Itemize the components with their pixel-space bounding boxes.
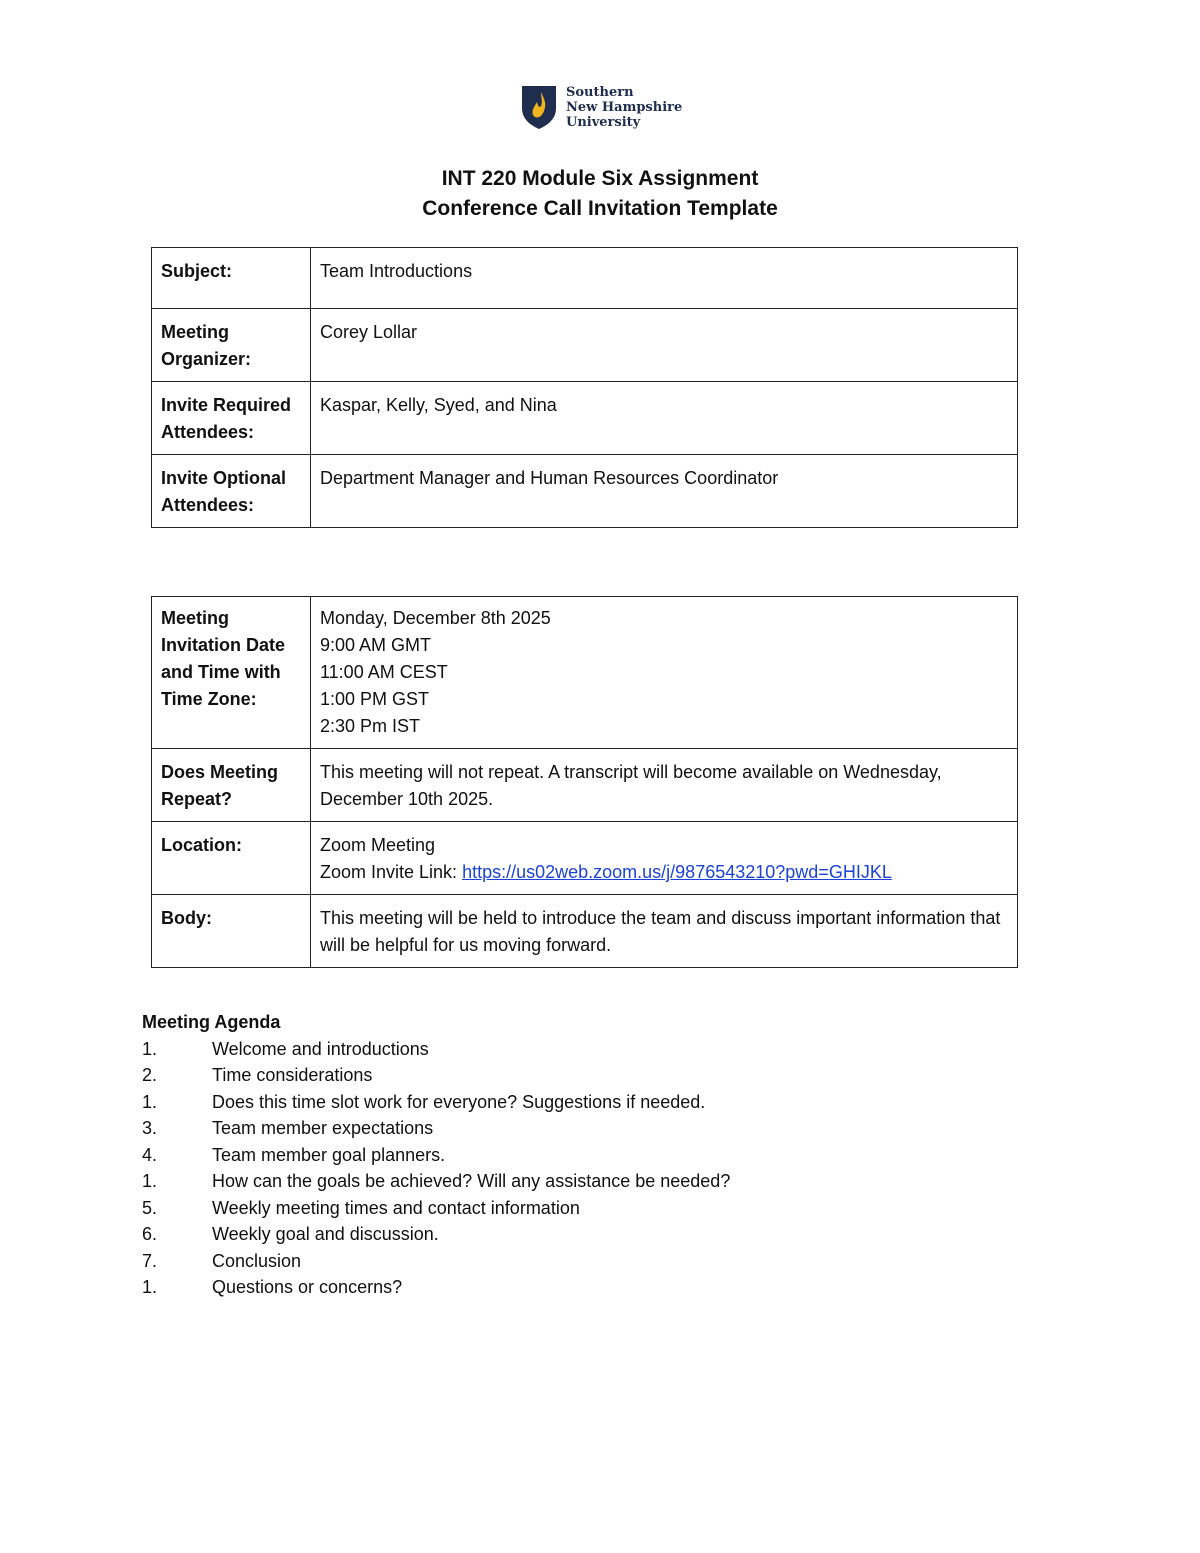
item-number: 2. [142,1065,158,1085]
time-gst: 1:00 PM GST [320,689,430,709]
shield-flame-icon [520,84,558,130]
item-text: Conclusion [212,1250,302,1271]
invitation-basics-table [151,247,1018,528]
item-number: 4. [142,1144,158,1165]
item-text: Team member goal planners. [212,1144,446,1165]
time-gmt: 9:00 AM GMT [320,635,432,655]
invite-link-prefix: Zoom Invite Link: [320,862,463,882]
table-row [152,749,1018,822]
sub-list-item [142,1274,1042,1301]
list-item [142,1062,1042,1089]
list-item [142,1115,1042,1142]
item-text: Team member expectations [212,1118,434,1138]
location-platform: Zoom Meeting [320,835,436,855]
sub-list-item [142,1168,1042,1195]
meeting-details-table [151,596,1018,968]
item-text: Weekly goal and discussion. [212,1224,439,1244]
table-row [152,382,1018,455]
location-label: Location: [152,822,311,895]
organizer-label: Meeting Organizer: [152,309,311,382]
item-number: 5. [142,1197,158,1218]
logo-wordmark [566,85,682,130]
subject-value: Team Introductions [311,248,1018,309]
list-item [142,1195,1042,1222]
item-number: 6. [142,1224,158,1244]
optional-attendees-label: Invite Optional Attendees: [152,455,311,528]
required-attendees-value: Kaspar, Kelly, Syed, and Nina [311,382,1018,455]
item-text: How can the goals be achieved? Will any assistance be needed? [212,1171,731,1191]
logo-line-1: Southern [566,84,634,100]
title-line-1: INT 220 Module Six Assignment [441,167,759,190]
item-number: 1. [142,1091,158,1112]
item-number: 1. [142,1038,158,1059]
table-row [152,455,1018,528]
item-number: 7. [142,1250,158,1271]
body-label: Body: [152,895,311,968]
repeat-label: Does Meeting Repeat? [152,749,311,822]
table-row [152,248,1018,309]
table-row [152,309,1018,382]
item-number: 1. [142,1277,158,1297]
logo-line-2: New Hampshire [566,99,683,115]
location-value [311,822,1018,895]
time-cest: 11:00 AM CEST [320,662,448,682]
table-row [152,822,1018,895]
agenda-title: Meeting Agenda [142,1012,281,1032]
item-text: Questions or concerns? [212,1277,403,1297]
invite-link-line [320,859,1009,886]
item-number: 1. [142,1171,158,1191]
agenda-list [142,1036,1042,1301]
repeat-value: This meeting will not repeat. A transcript will become available on Wednesday, December 10th 2025. [311,749,1018,822]
sub-list-item [142,1089,1042,1116]
list-item [142,1142,1042,1169]
datetime-value [311,597,1018,749]
list-item [142,1221,1042,1248]
item-text: Does this time slot work for everyone? Suggestions if needed. [212,1091,706,1112]
datetime-label: Meeting Invitation Date and Time with Time Zone: [152,597,311,749]
optional-attendees-value: Department Manager and Human Resources Coordinator [311,455,1018,528]
subject-label: Subject: [152,248,311,309]
body-value: This meeting will be held to introduce the team and discuss important information that will be helpful for us moving forward. [311,895,1018,968]
meeting-date: Monday, December 8th 2025 [320,608,551,628]
table-row [152,895,1018,968]
item-text: Welcome and introductions [212,1038,429,1059]
item-text: Time considerations [212,1065,373,1085]
title-line-2: Conference Call Invitation Template [422,197,778,220]
required-attendees-label: Invite Required Attendees: [152,382,311,455]
time-ist: 2:30 Pm IST [320,716,421,736]
university-logo [520,84,682,130]
organizer-value: Corey Lollar [311,309,1018,382]
list-item [142,1036,1042,1063]
list-item [142,1248,1042,1275]
document-title [0,164,1200,224]
logo-line-3: University [566,114,641,130]
item-text: Weekly meeting times and contact information [212,1197,580,1218]
zoom-invite-link[interactable]: https://us02web.zoom.us/j/9876543210?pwd=GHIJKL [462,862,892,882]
table-row [152,597,1018,749]
meeting-agenda [142,1009,1042,1301]
item-number: 3. [142,1118,158,1138]
